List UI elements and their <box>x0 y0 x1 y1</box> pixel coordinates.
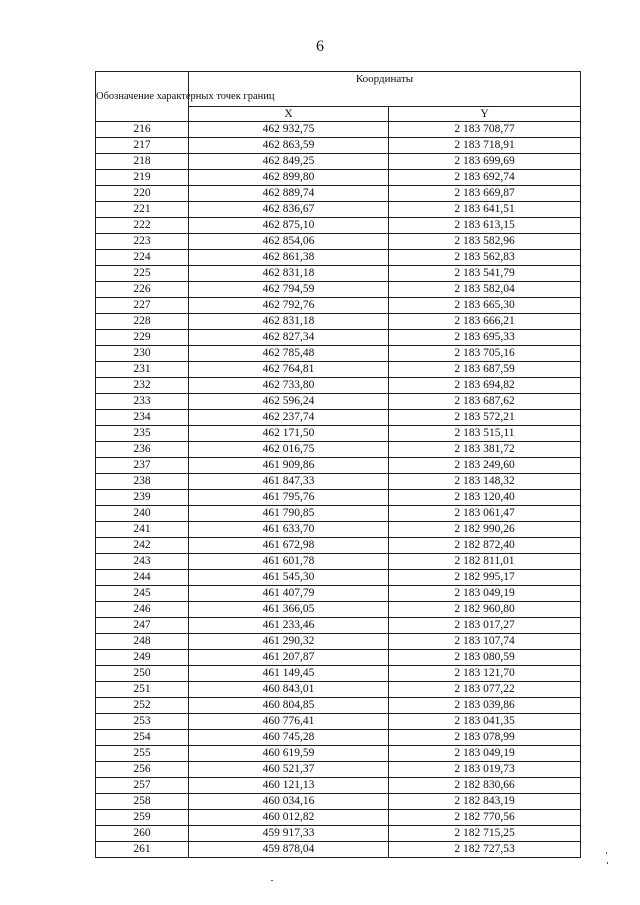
table-row <box>96 186 581 202</box>
table-row <box>96 746 581 762</box>
point-cell: 261 <box>96 842 189 858</box>
table-row <box>96 394 581 410</box>
y-coordinate-cell: 2 183 541,79 <box>389 266 581 282</box>
point-cell: 237 <box>96 458 189 474</box>
point-cell: 255 <box>96 746 189 762</box>
point-cell: 243 <box>96 554 189 570</box>
table-row <box>96 634 581 650</box>
y-coordinate-cell: 2 183 699,69 <box>389 154 581 170</box>
point-cell: 241 <box>96 522 189 538</box>
scan-speck <box>271 880 273 881</box>
x-coordinate-cell: 462 889,74 <box>189 186 389 202</box>
y-coordinate-cell: 2 183 666,21 <box>389 314 581 330</box>
x-coordinate-cell: 462 794,59 <box>189 282 389 298</box>
y-coordinate-cell: 2 183 077,22 <box>389 682 581 698</box>
table-row <box>96 458 581 474</box>
point-cell: 250 <box>96 666 189 682</box>
y-coordinate-cell: 2 183 120,40 <box>389 490 581 506</box>
x-coordinate-cell: 460 745,28 <box>189 730 389 746</box>
point-cell: 246 <box>96 602 189 618</box>
point-cell: 238 <box>96 474 189 490</box>
x-coordinate-cell: 460 012,82 <box>189 810 389 826</box>
point-cell: 219 <box>96 170 189 186</box>
y-coordinate-cell: 2 183 017,27 <box>389 618 581 634</box>
table-row <box>96 794 581 810</box>
y-coordinate-cell: 2 182 811,01 <box>389 554 581 570</box>
y-coordinate-cell: 2 183 107,74 <box>389 634 581 650</box>
point-cell: 227 <box>96 298 189 314</box>
point-cell: 217 <box>96 138 189 154</box>
point-cell: 257 <box>96 778 189 794</box>
x-coordinate-cell: 460 804,85 <box>189 698 389 714</box>
table-row <box>96 138 581 154</box>
point-cell: 240 <box>96 506 189 522</box>
y-coordinate-cell: 2 182 770,56 <box>389 810 581 826</box>
scan-speck <box>607 862 608 864</box>
y-coordinate-cell: 2 183 061,47 <box>389 506 581 522</box>
table-row <box>96 506 581 522</box>
table-row <box>96 410 581 426</box>
coordinates-table <box>95 71 581 858</box>
x-coordinate-cell: 460 034,16 <box>189 794 389 810</box>
y-coordinate-cell: 2 183 572,21 <box>389 410 581 426</box>
x-coordinate-cell: 462 792,76 <box>189 298 389 314</box>
table-row <box>96 298 581 314</box>
table-row <box>96 218 581 234</box>
y-coordinate-cell: 2 183 582,96 <box>389 234 581 250</box>
point-cell: 226 <box>96 282 189 298</box>
point-cell: 225 <box>96 266 189 282</box>
table-row <box>96 698 581 714</box>
table-row <box>96 666 581 682</box>
y-coordinate-cell: 2 182 727,53 <box>389 842 581 858</box>
y-coordinate-cell: 2 183 582,04 <box>389 282 581 298</box>
page-number: 6 <box>316 38 324 55</box>
x-coordinate-cell: 462 854,06 <box>189 234 389 250</box>
header-coordinates: Координаты <box>189 72 581 107</box>
point-cell: 228 <box>96 314 189 330</box>
point-cell: 221 <box>96 202 189 218</box>
table-row <box>96 778 581 794</box>
table-row <box>96 522 581 538</box>
y-coordinate-cell: 2 183 121,70 <box>389 666 581 682</box>
x-coordinate-cell: 462 932,75 <box>189 122 389 138</box>
table-row <box>96 314 581 330</box>
table-row <box>96 234 581 250</box>
x-coordinate-cell: 462 171,50 <box>189 426 389 442</box>
point-cell: 218 <box>96 154 189 170</box>
x-coordinate-cell: 462 863,59 <box>189 138 389 154</box>
point-cell: 224 <box>96 250 189 266</box>
table-row <box>96 282 581 298</box>
y-coordinate-cell: 2 183 687,62 <box>389 394 581 410</box>
table-row <box>96 602 581 618</box>
y-coordinate-cell: 2 183 705,16 <box>389 346 581 362</box>
y-coordinate-cell: 2 182 960,80 <box>389 602 581 618</box>
table-row <box>96 266 581 282</box>
table-row <box>96 762 581 778</box>
x-coordinate-cell: 462 849,25 <box>189 154 389 170</box>
x-coordinate-cell: 462 827,34 <box>189 330 389 346</box>
y-coordinate-cell: 2 182 715,25 <box>389 826 581 842</box>
x-coordinate-cell: 460 521,37 <box>189 762 389 778</box>
y-coordinate-cell: 2 183 049,19 <box>389 746 581 762</box>
x-coordinate-cell: 462 733,80 <box>189 378 389 394</box>
x-coordinate-cell: 460 776,41 <box>189 714 389 730</box>
y-coordinate-cell: 2 183 708,77 <box>389 122 581 138</box>
header-designation: Обозначение характерных точек границ <box>96 72 189 122</box>
point-cell: 245 <box>96 586 189 602</box>
table-row <box>96 810 581 826</box>
table-row <box>96 442 581 458</box>
point-cell: 253 <box>96 714 189 730</box>
x-coordinate-cell: 461 601,78 <box>189 554 389 570</box>
scan-speck <box>606 852 607 854</box>
point-cell: 248 <box>96 634 189 650</box>
table-row <box>96 154 581 170</box>
point-cell: 239 <box>96 490 189 506</box>
table-row <box>96 474 581 490</box>
x-coordinate-cell: 462 831,18 <box>189 314 389 330</box>
table-row <box>96 618 581 634</box>
x-coordinate-cell: 460 619,59 <box>189 746 389 762</box>
x-coordinate-cell: 461 207,87 <box>189 650 389 666</box>
table-row <box>96 378 581 394</box>
point-cell: 252 <box>96 698 189 714</box>
table-body <box>96 122 581 858</box>
y-coordinate-cell: 2 183 669,87 <box>389 186 581 202</box>
x-coordinate-cell: 462 899,80 <box>189 170 389 186</box>
header-x: X <box>189 107 389 122</box>
x-coordinate-cell: 462 875,10 <box>189 218 389 234</box>
y-coordinate-cell: 2 183 039,86 <box>389 698 581 714</box>
y-coordinate-cell: 2 183 562,83 <box>389 250 581 266</box>
y-coordinate-cell: 2 182 843,19 <box>389 794 581 810</box>
table-row <box>96 650 581 666</box>
y-coordinate-cell: 2 182 995,17 <box>389 570 581 586</box>
y-coordinate-cell: 2 182 830,66 <box>389 778 581 794</box>
point-cell: 244 <box>96 570 189 586</box>
x-coordinate-cell: 459 878,04 <box>189 842 389 858</box>
x-coordinate-cell: 461 790,85 <box>189 506 389 522</box>
y-coordinate-cell: 2 183 694,82 <box>389 378 581 394</box>
point-cell: 260 <box>96 826 189 842</box>
y-coordinate-cell: 2 183 515,11 <box>389 426 581 442</box>
y-coordinate-cell: 2 183 665,30 <box>389 298 581 314</box>
x-coordinate-cell: 461 290,32 <box>189 634 389 650</box>
table-row <box>96 362 581 378</box>
x-coordinate-cell: 462 237,74 <box>189 410 389 426</box>
x-coordinate-cell: 461 633,70 <box>189 522 389 538</box>
point-cell: 249 <box>96 650 189 666</box>
x-coordinate-cell: 461 149,45 <box>189 666 389 682</box>
point-cell: 258 <box>96 794 189 810</box>
y-coordinate-cell: 2 182 872,40 <box>389 538 581 554</box>
x-coordinate-cell: 460 843,01 <box>189 682 389 698</box>
point-cell: 222 <box>96 218 189 234</box>
table-row <box>96 586 581 602</box>
point-cell: 232 <box>96 378 189 394</box>
y-coordinate-cell: 2 183 249,60 <box>389 458 581 474</box>
y-coordinate-cell: 2 182 990,26 <box>389 522 581 538</box>
y-coordinate-cell: 2 183 687,59 <box>389 362 581 378</box>
x-coordinate-cell: 461 795,76 <box>189 490 389 506</box>
point-cell: 259 <box>96 810 189 826</box>
point-cell: 233 <box>96 394 189 410</box>
x-coordinate-cell: 462 836,67 <box>189 202 389 218</box>
x-coordinate-cell: 462 831,18 <box>189 266 389 282</box>
x-coordinate-cell: 461 233,46 <box>189 618 389 634</box>
y-coordinate-cell: 2 183 381,72 <box>389 442 581 458</box>
x-coordinate-cell: 461 847,33 <box>189 474 389 490</box>
table-row <box>96 122 581 138</box>
table-row <box>96 682 581 698</box>
y-coordinate-cell: 2 183 078,99 <box>389 730 581 746</box>
point-cell: 251 <box>96 682 189 698</box>
x-coordinate-cell: 462 596,24 <box>189 394 389 410</box>
table-row <box>96 554 581 570</box>
x-coordinate-cell: 459 917,33 <box>189 826 389 842</box>
y-coordinate-cell: 2 183 041,35 <box>389 714 581 730</box>
y-coordinate-cell: 2 183 695,33 <box>389 330 581 346</box>
point-cell: 220 <box>96 186 189 202</box>
x-coordinate-cell: 461 909,86 <box>189 458 389 474</box>
point-cell: 230 <box>96 346 189 362</box>
point-cell: 234 <box>96 410 189 426</box>
y-coordinate-cell: 2 183 641,51 <box>389 202 581 218</box>
table-row <box>96 826 581 842</box>
x-coordinate-cell: 461 407,79 <box>189 586 389 602</box>
y-coordinate-cell: 2 183 049,19 <box>389 586 581 602</box>
y-coordinate-cell: 2 183 019,73 <box>389 762 581 778</box>
point-cell: 229 <box>96 330 189 346</box>
point-cell: 247 <box>96 618 189 634</box>
table-row <box>96 170 581 186</box>
point-cell: 236 <box>96 442 189 458</box>
table-row <box>96 330 581 346</box>
point-cell: 231 <box>96 362 189 378</box>
y-coordinate-cell: 2 183 148,32 <box>389 474 581 490</box>
table-header <box>96 72 581 122</box>
table-row <box>96 730 581 746</box>
point-cell: 256 <box>96 762 189 778</box>
y-coordinate-cell: 2 183 080,59 <box>389 650 581 666</box>
point-cell: 242 <box>96 538 189 554</box>
header-y: Y <box>389 107 581 122</box>
x-coordinate-cell: 462 785,48 <box>189 346 389 362</box>
table-row <box>96 714 581 730</box>
table-row <box>96 346 581 362</box>
table-row <box>96 490 581 506</box>
table-row <box>96 842 581 858</box>
table-row <box>96 250 581 266</box>
y-coordinate-cell: 2 183 692,74 <box>389 170 581 186</box>
table-row <box>96 570 581 586</box>
table-row <box>96 202 581 218</box>
x-coordinate-cell: 461 366,05 <box>189 602 389 618</box>
x-coordinate-cell: 461 672,98 <box>189 538 389 554</box>
point-cell: 223 <box>96 234 189 250</box>
x-coordinate-cell: 460 121,13 <box>189 778 389 794</box>
x-coordinate-cell: 461 545,30 <box>189 570 389 586</box>
x-coordinate-cell: 462 016,75 <box>189 442 389 458</box>
y-coordinate-cell: 2 183 613,15 <box>389 218 581 234</box>
point-cell: 235 <box>96 426 189 442</box>
table-row <box>96 426 581 442</box>
y-coordinate-cell: 2 183 718,91 <box>389 138 581 154</box>
point-cell: 216 <box>96 122 189 138</box>
x-coordinate-cell: 462 764,81 <box>189 362 389 378</box>
table-row <box>96 538 581 554</box>
point-cell: 254 <box>96 730 189 746</box>
x-coordinate-cell: 462 861,38 <box>189 250 389 266</box>
